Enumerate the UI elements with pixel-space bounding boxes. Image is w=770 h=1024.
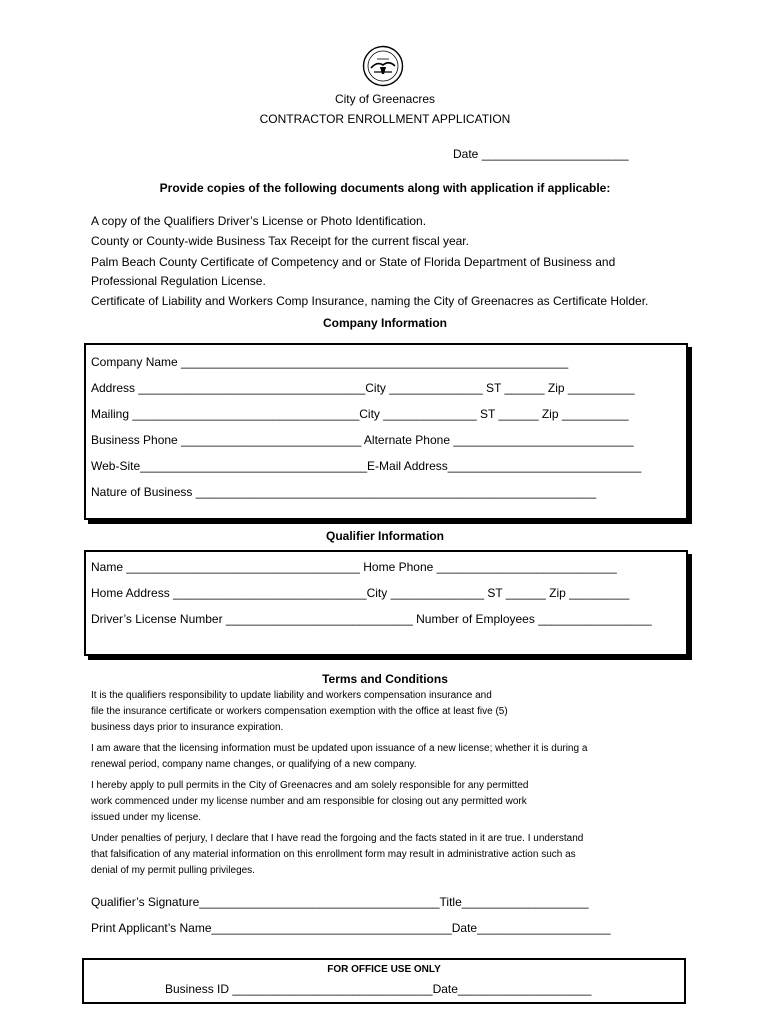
terms-text: denial of my permit pulling privileges. — [91, 865, 255, 876]
home-address-field[interactable]: Home Address _____________________________City ______________ ST ______ Zip _________ — [91, 586, 630, 600]
terms-heading: Terms and Conditions — [322, 672, 448, 686]
document-item: Professional Regulation License. — [91, 274, 266, 288]
date-field-header[interactable] — [453, 147, 629, 161]
terms-text: file the insurance certificate or workers compensation exemption with the office at least five (5) — [91, 706, 508, 717]
company-name-field[interactable]: Company Name __________________________________________________________ — [91, 355, 569, 369]
documents-heading: Provide copies of the following documents along with application if applicable: — [159, 181, 611, 195]
date-line: ______________________ — [481, 147, 629, 161]
terms-text: renewal period, company name changes, or qualifying of a new company. — [91, 759, 417, 770]
mailing-field[interactable]: Mailing __________________________________City ______________ ST ______ Zip __________ — [91, 407, 629, 421]
print-applicant-name-field[interactable]: Print Applicant’s Name____________________________________Date____________________ — [91, 921, 611, 935]
form-title: CONTRACTOR ENROLLMENT APPLICATION — [259, 112, 511, 126]
document-item: Palm Beach County Certificate of Competency and or State of Florida Department of Business and — [91, 255, 616, 269]
terms-text: issued under my license. — [91, 812, 202, 823]
business-phone-field[interactable]: Business Phone ___________________________ Alternate Phone ___________________________ — [91, 433, 634, 447]
city-name: City of Greenacres — [334, 92, 436, 106]
qualifier-heading: Qualifier Information — [325, 529, 444, 543]
document-item: A copy of the Qualifiers Driver’s License or Photo Identification. — [91, 214, 427, 228]
terms-text: that falsification of any material information on this enrollment form may result in administrative action such as — [91, 849, 576, 860]
qualifier-name-field[interactable]: Name ___________________________________ Home Phone ___________________________ — [91, 560, 617, 574]
terms-text: work commenced under my license number and am responsible for closing out any permitted work — [91, 796, 527, 807]
city-seal-icon — [362, 45, 404, 87]
terms-text: Under penalties of perjury, I declare that I have read the forgoing and the facts stated in it are true. I understand — [91, 833, 584, 844]
terms-text: business days prior to insurance expiration. — [91, 722, 284, 733]
terms-text: I am aware that the licensing information must be updated upon issuance of a new license; whether it is during a — [91, 743, 588, 754]
document-item: County or County-wide Business Tax Receipt for the current fiscal year. — [91, 234, 469, 248]
terms-text: I hereby apply to pull permits in the City of Greenacres and am solely responsible for any permitted — [91, 780, 529, 791]
terms-text: It is the qualifiers responsibility to update liability and workers compensation insurance and — [91, 690, 492, 701]
address-field[interactable]: Address __________________________________City ______________ ST ______ Zip __________ — [91, 381, 635, 395]
office-use-heading: FOR OFFICE USE ONLY — [327, 964, 441, 975]
date-label: Date — [453, 147, 479, 161]
business-id-field[interactable]: Business ID ______________________________Date____________________ — [165, 982, 592, 996]
drivers-license-field[interactable]: Driver’s License Number ____________________________ Number of Employees _________________ — [91, 612, 652, 626]
website-email-field[interactable]: Web-Site__________________________________E-Mail Address_____________________________ — [91, 459, 642, 473]
document-item: Certificate of Liability and Workers Comp Insurance, naming the City of Greenacres as Certificate Holder. — [91, 294, 649, 308]
qualifier-signature-field[interactable]: Qualifier’s Signature____________________________________Title___________________ — [91, 895, 589, 909]
company-heading: Company Information — [322, 316, 447, 330]
nature-of-business-field[interactable]: Nature of Business ____________________________________________________________ — [91, 485, 597, 499]
